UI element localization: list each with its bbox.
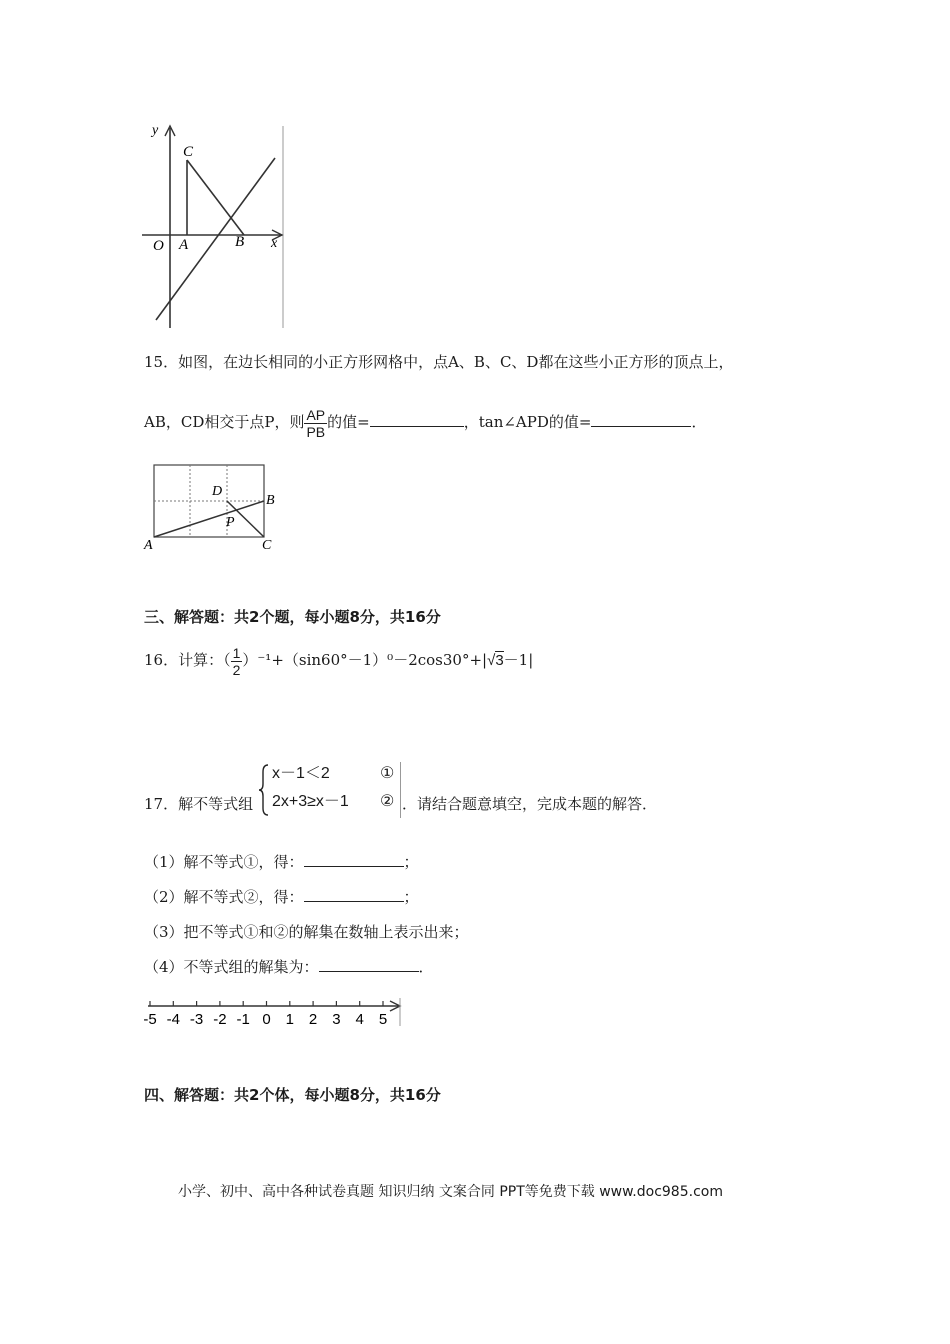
tick-label: 4 <box>355 1011 364 1028</box>
ap-pb-fraction <box>304 407 327 440</box>
section-4-heading: 四、解答题：共2个体，每小题8分，共16分 <box>144 1086 441 1104</box>
tick-label: -4 <box>166 1011 180 1028</box>
q17-item-2-end: ； <box>403 888 419 906</box>
line-through-b <box>156 158 275 320</box>
q15-line2-mid: 的值= <box>327 413 370 431</box>
q16-prefix: 16．计算：（ <box>144 651 231 669</box>
q17-prefix: 17．解不等式组 <box>144 795 254 813</box>
sqrt-symbol: √ <box>487 652 496 669</box>
answer-blank-2[interactable] <box>304 887 404 902</box>
tick-label: 2 <box>308 1011 318 1028</box>
q17-item-2-label: （2）解不等式②，得： <box>144 888 304 906</box>
grid-label-c: C <box>262 538 272 553</box>
label-b: B <box>235 234 245 250</box>
label-c: C <box>183 144 194 160</box>
grid-label-p: P <box>226 515 235 530</box>
tick-label: -2 <box>213 1011 227 1028</box>
label-x: x <box>271 236 278 251</box>
number-line[interactable] <box>140 992 405 1028</box>
tick-label: 1 <box>285 1011 294 1028</box>
segment-ab <box>154 501 264 537</box>
tick-label: -5 <box>143 1011 157 1028</box>
q16-rest: ）⁻¹+（sin60°－1）⁰－2cos30°+| <box>242 651 488 669</box>
inequality-system <box>258 762 406 818</box>
fraction-denominator: PB <box>306 423 326 440</box>
answer-blank-ratio[interactable] <box>370 412 464 427</box>
coordinate-figure <box>140 118 290 330</box>
q15-line2-mid2: ，tan∠APD的值= <box>463 413 592 431</box>
fraction-denominator: 2 <box>232 661 241 678</box>
q15-line1: 15．如图，在边长相同的小正方形网格中，点A、B、C、D都在这些小正方形的顶点上， <box>144 353 734 371</box>
tick-label: -3 <box>189 1011 204 1028</box>
answer-blank-4[interactable] <box>319 957 419 972</box>
q16-tail: －1| <box>503 651 534 669</box>
tick-label: 0 <box>262 1011 271 1028</box>
label-o: O <box>153 238 164 254</box>
q17-item-2 <box>144 887 419 907</box>
q17-item-1-end: ； <box>403 853 419 871</box>
inequality-1: x－1＜2 <box>272 765 330 782</box>
grid-figure <box>140 460 285 555</box>
q17-item-4 <box>144 957 434 977</box>
page-footer: 小学、初中、高中各种试卷真题 知识归纳 文案合同 PPT等免费下载 www.doc985.com <box>178 1184 723 1200</box>
tick-label: 5 <box>378 1011 388 1028</box>
q17-item-1 <box>144 852 419 872</box>
q15-line2 <box>144 400 706 444</box>
section-3-heading: 三、解答题：共2个题，每小题8分，共16分 <box>144 608 441 626</box>
label-a: A <box>179 237 189 253</box>
grid-label-b: B <box>266 493 275 508</box>
label-y: y <box>152 123 159 138</box>
inequality-2-mark: ② <box>380 793 395 810</box>
fraction-numerator: 1 <box>232 644 241 661</box>
q17-item-3 <box>144 922 469 942</box>
q17-suffix: ．请结合题意填空，完成本题的解答． <box>402 795 658 813</box>
sqrt-value: 3 <box>495 652 504 669</box>
grid-label-d: D <box>212 484 223 499</box>
q16-line <box>144 638 533 682</box>
q17-item-4-label: （4）不等式组的解集为： <box>144 958 319 976</box>
answer-blank-tan[interactable] <box>591 412 691 427</box>
left-brace <box>258 762 270 818</box>
tick-label: -1 <box>236 1011 250 1028</box>
q17-item-1-label: （1）解不等式①，得： <box>144 853 304 871</box>
inequality-2: 2x+3≥x－1 <box>272 793 349 810</box>
q17-item-3-label: （3）把不等式①和②的解集在数轴上表示出来； <box>144 923 469 941</box>
q15-line2-end: ． <box>691 413 707 431</box>
fraction-numerator: AP <box>306 406 326 423</box>
half-fraction <box>231 645 243 678</box>
tick-label: 3 <box>332 1011 341 1028</box>
system-right-rule <box>400 762 401 818</box>
inequality-1-mark: ① <box>380 765 395 782</box>
q15-line2-pre: AB，CD相交于点P，则 <box>144 413 305 431</box>
q17-item-4-end: ． <box>418 958 434 976</box>
segment-cb <box>187 160 244 235</box>
grid-label-a: A <box>144 538 153 553</box>
answer-blank-1[interactable] <box>304 852 404 867</box>
